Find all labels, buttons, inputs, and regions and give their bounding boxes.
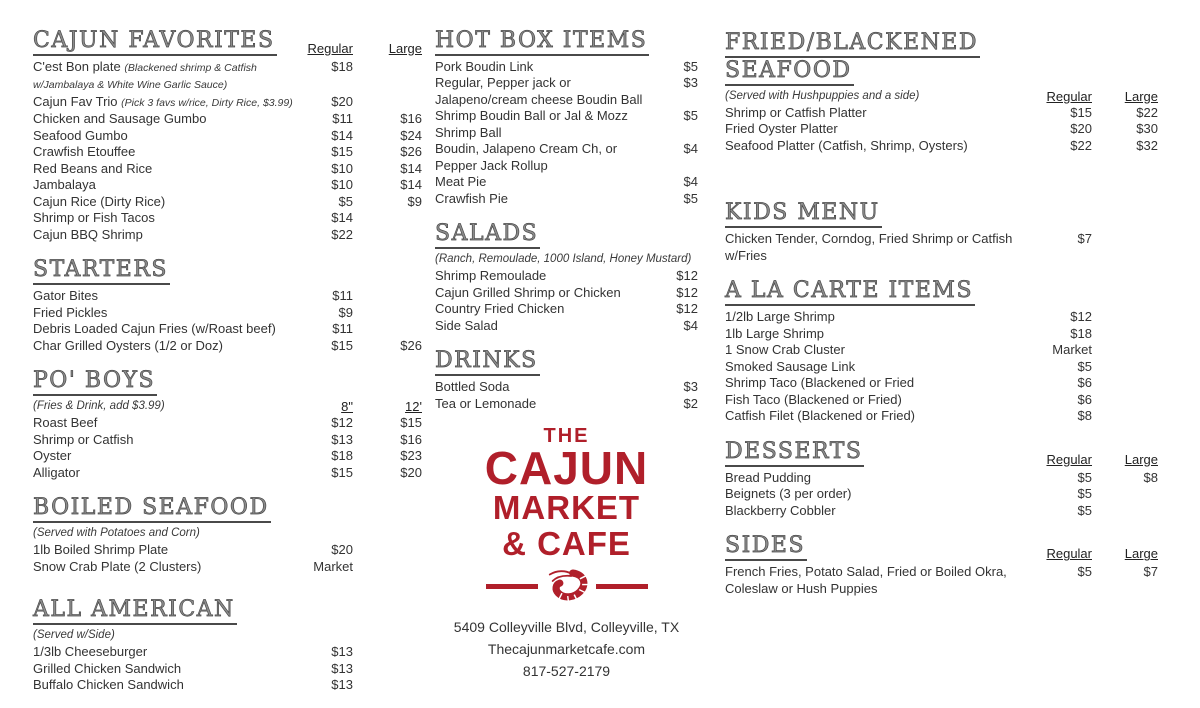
section-note: (Served with Hushpuppies and a side) <box>725 89 920 102</box>
item-price-regular: $12 <box>1070 309 1092 325</box>
item-price-large: $26 <box>400 337 422 353</box>
item-price-regular: $5 <box>1077 564 1092 580</box>
item-price-regular: $22 <box>1070 137 1092 153</box>
price-column-header: Regular <box>1046 546 1092 562</box>
item-price-regular: $4 <box>683 174 698 190</box>
section-a-la-carte-items <box>725 278 1167 424</box>
price-column-header: Large <box>1124 546 1158 562</box>
menu-item <box>725 408 1167 425</box>
price-column-header: Regular <box>307 40 353 56</box>
menu-item <box>33 210 425 227</box>
menu-item <box>435 59 698 76</box>
item-name: Chicken Tender, Corndog, Fried Shrimp or Catfish w/Fries <box>725 231 1013 263</box>
logo-text-cajun: CAJUN <box>484 442 649 495</box>
item-name: Country Fried Chicken <box>435 301 565 317</box>
item-price-large: $24 <box>400 127 422 143</box>
price-column-header: Large <box>388 40 422 56</box>
section-starters <box>33 257 425 354</box>
address-line: 5409 Colleyville Blvd, Colleyville, TX <box>453 619 680 636</box>
item-name: Snow Crab Plate (2 Clusters) <box>33 558 202 574</box>
section-title: SEAFOOD <box>725 58 854 86</box>
menu-item <box>435 396 698 413</box>
item-name: 1/3lb Cheeseburger <box>33 644 148 660</box>
menu-item <box>33 448 425 465</box>
item-price-large: $30 <box>1136 121 1158 137</box>
section-note: (Ranch, Remoulade, 1000 Island, Honey Mustard) <box>435 253 692 266</box>
menu-item <box>725 375 1167 392</box>
item-name: Char Grilled Oysters (1/2 or Doz) <box>33 337 223 353</box>
item-name: Pork Boudin Link <box>435 58 534 74</box>
price-column-header: 12' <box>405 399 422 415</box>
item-name: Gator Bites <box>33 288 99 304</box>
menu-item <box>33 177 425 194</box>
section-note: (Served w/Side) <box>33 629 115 642</box>
menu-item <box>725 503 1167 520</box>
item-price-large: $9 <box>407 193 422 209</box>
menu-item <box>33 94 425 112</box>
item-name: Buffalo Chicken Sandwich <box>33 677 184 693</box>
item-name: Jambalaya <box>33 177 96 193</box>
item-name: Chicken and Sausage Gumbo <box>33 111 207 127</box>
item-name: Smoked Sausage Link <box>725 358 856 374</box>
item-name: Cajun Grilled Shrimp or Chicken <box>435 284 621 300</box>
section-note: (Fries & Drink, add $3.99) <box>33 400 165 413</box>
item-price-regular: $18 <box>1070 325 1092 341</box>
menu-item <box>33 559 425 576</box>
item-note: (Blackened shrimp & Catfish w/Jambalaya & White Wine Garlic Sauce) <box>33 61 257 92</box>
item-price-large: $14 <box>400 160 422 176</box>
item-price-regular: $11 <box>332 111 353 127</box>
menu-item <box>725 470 1167 487</box>
menu-item <box>33 661 425 678</box>
item-price-regular: $10 <box>331 177 353 193</box>
item-price-regular: $6 <box>1077 391 1092 407</box>
item-price-large: $26 <box>400 144 422 160</box>
item-name: Bread Pudding <box>725 469 812 485</box>
item-price-regular: $5 <box>1077 502 1092 518</box>
menu-item <box>33 128 425 145</box>
section-desserts <box>725 439 1167 519</box>
menu-item <box>33 338 425 355</box>
menu-item <box>33 194 425 211</box>
item-price-regular: $10 <box>331 160 353 176</box>
item-price-regular: $14 <box>331 127 353 143</box>
item-price-regular: $8 <box>1077 408 1092 424</box>
menu-item <box>725 309 1167 326</box>
item-price-regular: $5 <box>1077 486 1092 502</box>
item-name: Fish Taco (Blackened or Fried) <box>725 391 902 407</box>
item-price-regular: Market <box>1052 342 1092 358</box>
item-price-regular: Market <box>313 558 353 574</box>
section-title: HOT BOX ITEMS <box>435 28 649 56</box>
item-price-regular: $5 <box>683 108 698 124</box>
item-name: Seafood Gumbo <box>33 127 128 143</box>
item-name: Debris Loaded Cajun Fries (w/Roast beef) <box>33 321 276 337</box>
item-price-large: $7 <box>1143 564 1158 580</box>
logo-text-market: MARKET <box>492 489 641 527</box>
menu-item <box>33 227 425 244</box>
item-name: Cajun BBQ Shrimp <box>33 226 143 242</box>
menu-item <box>725 392 1167 409</box>
divider-bar-left <box>486 584 538 589</box>
menu-item <box>725 342 1167 359</box>
item-price-regular: $12 <box>676 268 698 284</box>
item-price-regular: $2 <box>683 395 698 411</box>
item-price-large: $16 <box>400 111 422 127</box>
item-price-regular: $20 <box>331 542 353 558</box>
item-name: Grilled Chicken Sandwich <box>33 660 182 676</box>
item-price-regular: $5 <box>683 190 698 206</box>
item-name: Alligator <box>33 464 80 480</box>
divider-bar-right <box>596 584 648 589</box>
menu-item <box>435 191 698 208</box>
item-price-regular: $12 <box>676 284 698 300</box>
item-price-regular: $9 <box>338 304 353 320</box>
item-price-regular: $12 <box>331 415 353 431</box>
item-price-regular: $20 <box>331 93 353 109</box>
section-title: ALL AMERICAN <box>33 597 237 625</box>
section-title: BOILED SEAFOOD <box>33 495 271 523</box>
section-boiled-seafood <box>33 495 425 575</box>
menu-item <box>725 564 1167 597</box>
logo-text-the: THE <box>543 425 590 448</box>
section-drinks <box>435 348 698 412</box>
menu-item <box>725 359 1167 376</box>
section-title: SIDES <box>725 533 807 561</box>
item-name: Beignets (3 per order) <box>725 486 852 502</box>
item-price-large: $20 <box>400 464 422 480</box>
menu-item <box>33 111 425 128</box>
item-price-regular: $22 <box>331 226 353 242</box>
price-column-header: 8" <box>341 399 353 415</box>
menu-item <box>725 486 1167 503</box>
section-title: SALADS <box>435 221 540 249</box>
middle-column <box>435 28 698 682</box>
menu-item <box>725 105 1167 122</box>
contact-info <box>435 616 698 682</box>
item-name: Bottled Soda <box>435 379 510 395</box>
item-name: Regular, Pepper jack or Jalapeno/cream cheese Boudin Ball <box>435 75 643 107</box>
item-price-regular: $14 <box>331 210 353 226</box>
item-name: Roast Beef <box>33 415 98 431</box>
section-title: STARTERS <box>33 257 170 285</box>
item-name: Meat Pie <box>435 174 487 190</box>
item-name: Shrimp or Catfish Platter <box>725 104 867 120</box>
item-price-regular: $13 <box>331 431 353 447</box>
section-salads <box>435 221 698 334</box>
menu-item <box>435 75 698 108</box>
menu-item <box>435 285 698 302</box>
right-column <box>725 30 1167 611</box>
menu-item <box>725 138 1167 155</box>
menu-item <box>33 465 425 482</box>
item-name: Cajun Fav Trio (Pick 3 favs w/rice, Dirty Rice, $3.99) <box>33 93 293 109</box>
item-price-regular: $7 <box>1077 231 1092 247</box>
item-price-regular: $4 <box>683 141 698 157</box>
menu-item <box>33 288 425 305</box>
menu-item <box>33 321 425 338</box>
item-price-large: $15 <box>400 415 422 431</box>
item-name: Crawfish Etouffee <box>33 144 136 160</box>
item-price-large: $23 <box>400 448 422 464</box>
left-column <box>33 28 425 708</box>
item-price-regular: $3 <box>683 379 698 395</box>
price-column-header: Large <box>1124 88 1158 104</box>
item-price-regular: $13 <box>331 644 353 660</box>
menu-item <box>435 108 698 141</box>
item-name: Cajun Rice (Dirty Rice) <box>33 193 166 209</box>
item-name: Seafood Platter (Catfish, Shrimp, Oysters) <box>725 137 968 153</box>
menu-item <box>435 174 698 191</box>
menu-item <box>435 301 698 318</box>
item-name: Shrimp Taco (Blackened or Fried <box>725 375 915 391</box>
menu-item <box>435 318 698 335</box>
section-po-boys <box>33 368 425 481</box>
website-line: Thecajunmarketcafe.com <box>487 641 646 658</box>
item-name: Shrimp or Catfish <box>33 431 134 447</box>
price-column-header: Regular <box>1046 88 1092 104</box>
item-name: Shrimp or Fish Tacos <box>33 210 155 226</box>
item-name: Blackberry Cobbler <box>725 502 836 518</box>
item-name: Side Salad <box>435 317 498 333</box>
section-sides <box>725 533 1167 597</box>
item-name: Tea or Lemonade <box>435 395 537 411</box>
item-price-large: $14 <box>400 177 422 193</box>
menu-item <box>33 415 425 432</box>
menu-item <box>435 268 698 285</box>
item-name: C'est Bon plate (Blackened shrimp & Catfish w/Jambalaya & White Wine Garlic Sauce) <box>33 58 257 92</box>
item-name: Shrimp Remoulade <box>435 268 547 284</box>
section-title: DESSERTS <box>725 439 864 467</box>
section-title: DRINKS <box>435 348 540 376</box>
item-name: Shrimp Boudin Ball or Jal & Mozz Shrimp Ball <box>435 108 628 140</box>
item-name: Boudin, Jalapeno Cream Ch, or Pepper Jack Rollup <box>435 141 618 173</box>
item-price-regular: $5 <box>1077 358 1092 374</box>
item-name: Crawfish Pie <box>435 190 508 206</box>
item-name: Catfish Filet (Blackened or Fried) <box>725 408 916 424</box>
menu-item <box>33 432 425 449</box>
item-price-regular: $11 <box>332 288 353 304</box>
item-name: 1/2lb Large Shrimp <box>725 309 835 325</box>
menu-item <box>33 677 425 694</box>
item-price-large: $22 <box>1136 104 1158 120</box>
item-price-regular: $6 <box>1077 375 1092 391</box>
item-note: (Pick 3 favs w/rice, Dirty Rice, $3.99) <box>121 96 293 109</box>
item-price-regular: $11 <box>332 321 353 337</box>
section-cajun-favorites <box>33 28 425 243</box>
menu-item <box>725 231 1167 264</box>
item-name: 1lb Boiled Shrimp Plate <box>33 542 169 558</box>
item-name: Red Beans and Rice <box>33 160 153 176</box>
item-name: Oyster <box>33 448 72 464</box>
logo-divider <box>435 568 698 604</box>
menu-item <box>725 121 1167 138</box>
item-name: Fried Oyster Platter <box>725 121 838 137</box>
menu-item <box>435 141 698 174</box>
item-price-regular: $18 <box>331 448 353 464</box>
item-price-large: $16 <box>400 431 422 447</box>
item-name: 1 Snow Crab Cluster <box>725 342 845 358</box>
menu-item <box>725 326 1167 343</box>
restaurant-logo <box>435 426 698 604</box>
menu-item <box>33 144 425 161</box>
section-kids-menu <box>725 200 1167 264</box>
section-all-american <box>33 597 425 693</box>
item-price-regular: $13 <box>331 660 353 676</box>
section-fried-blackened-seafood <box>725 30 1167 154</box>
item-price-regular: $5 <box>1077 469 1092 485</box>
menu-item <box>435 379 698 396</box>
item-price-large: $8 <box>1143 469 1158 485</box>
item-price-regular: $15 <box>331 464 353 480</box>
price-column-header: Large <box>1124 451 1158 467</box>
section-title: PO' BOYS <box>33 368 157 396</box>
item-price-regular: $4 <box>683 317 698 333</box>
item-name: Fried Pickles <box>33 304 108 320</box>
menu-item <box>33 305 425 322</box>
section-title: FRIED/BLACKENED <box>725 30 980 58</box>
item-price-large: $32 <box>1136 137 1158 153</box>
price-column-header: Regular <box>1046 451 1092 467</box>
section-title: A LA CARTE ITEMS <box>725 278 975 306</box>
menu-item <box>33 644 425 661</box>
item-name: 1lb Large Shrimp <box>725 325 824 341</box>
item-price-regular: $15 <box>331 144 353 160</box>
shrimp-icon <box>544 568 590 604</box>
item-price-regular: $18 <box>331 58 353 74</box>
item-price-regular: $20 <box>1070 121 1092 137</box>
section-hot-box-items <box>435 28 698 207</box>
item-price-regular: $12 <box>676 301 698 317</box>
item-price-regular: $15 <box>1070 104 1092 120</box>
item-price-regular: $5 <box>338 193 353 209</box>
menu-item <box>33 161 425 178</box>
item-name: French Fries, Potato Salad, Fried or Boiled Okra, Coleslaw or Hush Puppies <box>725 564 1007 596</box>
section-note: (Served with Potatoes and Corn) <box>33 527 200 540</box>
item-price-regular: $13 <box>331 677 353 693</box>
item-price-regular: $3 <box>683 75 698 91</box>
menu-item <box>33 59 425 94</box>
phone-line: 817-527-2179 <box>522 663 611 680</box>
section-title: KIDS MENU <box>725 200 882 228</box>
logo-text-and-cafe: & CAFE <box>502 525 631 563</box>
item-price-regular: $5 <box>683 58 698 74</box>
item-price-regular: $15 <box>331 337 353 353</box>
menu-item <box>33 542 425 559</box>
section-title: CAJUN FAVORITES <box>33 28 277 56</box>
